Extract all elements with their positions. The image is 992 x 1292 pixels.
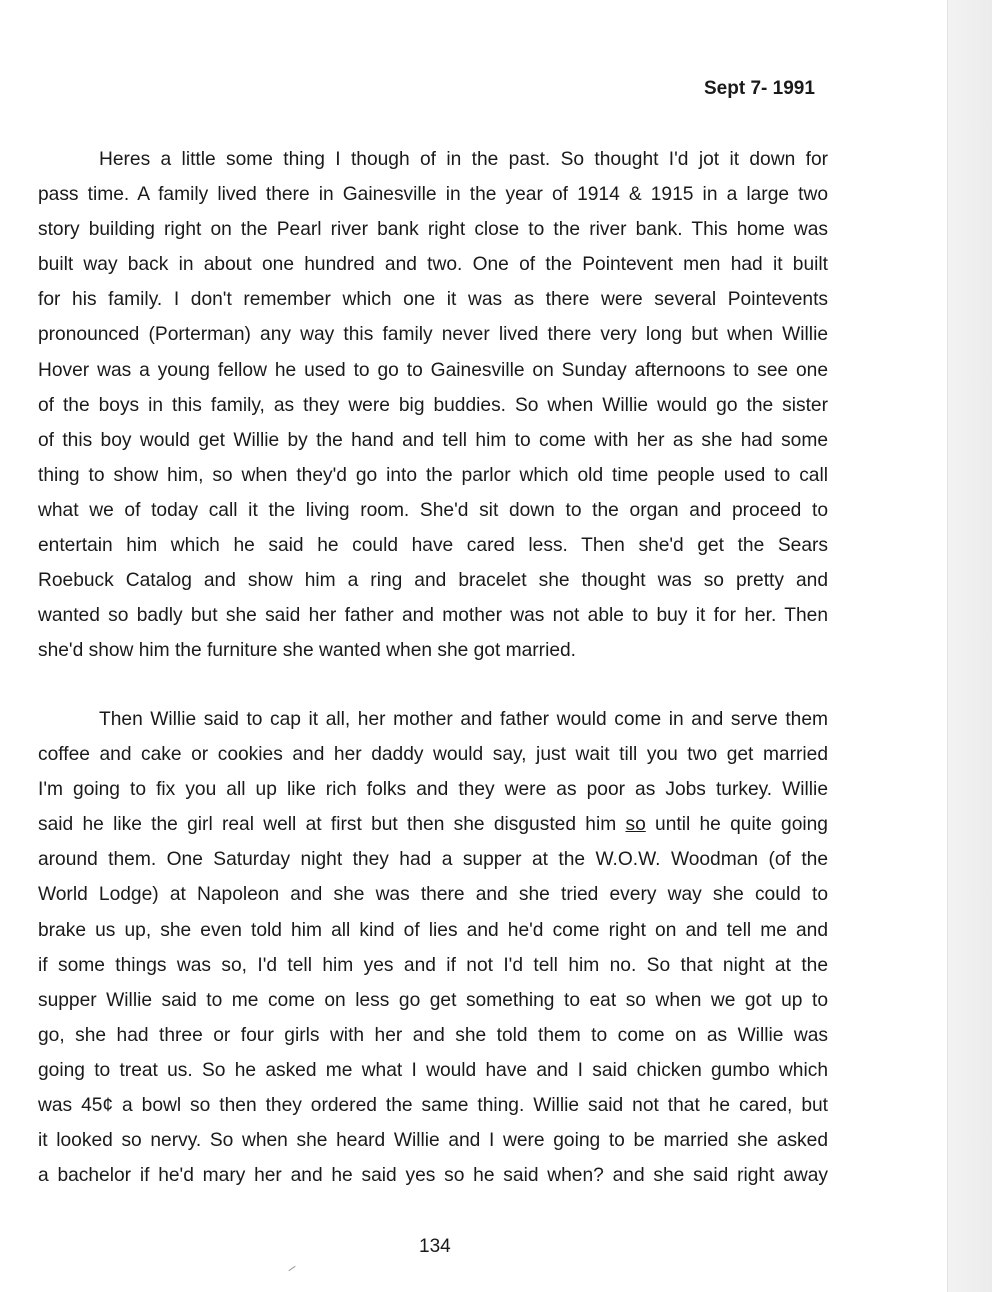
text-line: coffee and cake or cookies and her daddy would say, just wait till you two get married xyxy=(38,744,828,766)
underlined-word: so xyxy=(625,814,646,836)
text-line: pronounced (Porterman) any way this family never lived there very long but when Willie xyxy=(38,324,828,346)
letter-date: Sept 7- 1991 xyxy=(704,78,815,99)
text-segment: said he like the girl real well at first but then she disgusted him xyxy=(38,814,617,836)
text-line: Hover was a young fellow he used to go to Gainesville on Sunday afternoons to see one xyxy=(38,359,828,381)
text-line: story building right on the Pearl river bank right close to the river bank. This home was xyxy=(38,219,828,241)
text-line: was 45¢ a bowl so then they ordered the same thing. Willie said not that he cared, but xyxy=(38,1095,828,1117)
text-line: brake us up, she even told him all kind of lies and he'd come right on and tell me and xyxy=(38,919,828,941)
text-line: pass time. A family lived there in Gainesville in the year of 1914 & 1915 in a large two xyxy=(38,184,828,206)
text-line: what we of today call it the living room. She'd sit down to the organ and proceed to xyxy=(38,499,828,521)
text-line: supper Willie said to me come on less go get something to eat so when we got up to xyxy=(38,989,828,1011)
text-line: for his family. I don't remember which one it was as there were several Pointevents xyxy=(38,289,828,311)
text-line: Roebuck Catalog and show him a ring and bracelet she thought was so pretty and xyxy=(38,570,828,592)
text-line: Then Willie said to cap it all, her mother and father would come in and serve them xyxy=(99,709,828,730)
text-line: it looked so nervy. So when she heard Willie and I were going to be married she asked xyxy=(38,1130,828,1152)
text-line: Heres a little some thing I though of in the past. So thought I'd jot it down for xyxy=(99,149,828,170)
text-line: I'm going to fix you all up like rich folks and they were as poor as Jobs turkey. Willie xyxy=(38,779,828,801)
page-number: 134 xyxy=(419,1236,451,1257)
text-line-with-underline xyxy=(38,807,828,842)
text-line: a bachelor if he'd mary her and he said yes so he said when? and she said right away xyxy=(38,1165,828,1187)
text-line: built way back in about one hundred and two. One of the Pointevent men had it built xyxy=(38,254,828,276)
text-line: going to treat us. So he asked me what I would have and I said chicken gumbo which xyxy=(38,1059,828,1081)
text-line: thing to show him, so when they'd go into the parlor which old time people used to call xyxy=(38,464,828,486)
text-line: wanted so badly but she said her father and mother was not able to buy it for her. Then xyxy=(38,605,828,627)
text-line: of the boys in this family, as they were big buddies. So when Willie would go the sister xyxy=(38,394,828,416)
text-line: if some things was so, I'd tell him yes and if not I'd tell him no. So that night at the xyxy=(38,954,828,976)
text-line: go, she had three or four girls with her and she told them to come on as Willie was xyxy=(38,1024,828,1046)
text-segment: until he quite going xyxy=(655,814,828,836)
scan-speck xyxy=(288,1266,295,1271)
scan-edge-shadow xyxy=(947,0,992,1292)
paragraph-2 xyxy=(38,702,828,1193)
paragraph-1 xyxy=(38,142,828,668)
text-line: she'd show him the furniture she wanted when she got married. xyxy=(38,640,577,662)
text-line: entertain him which he said he could have cared less. Then she'd get the Sears xyxy=(38,535,828,557)
text-line: around them. One Saturday night they had a supper at the W.O.W. Woodman (of the xyxy=(38,849,828,871)
text-line: of this boy would get Willie by the hand and tell him to come with her as she had some xyxy=(38,429,828,451)
text-line: World Lodge) at Napoleon and she was there and she tried every way she could to xyxy=(38,884,828,906)
